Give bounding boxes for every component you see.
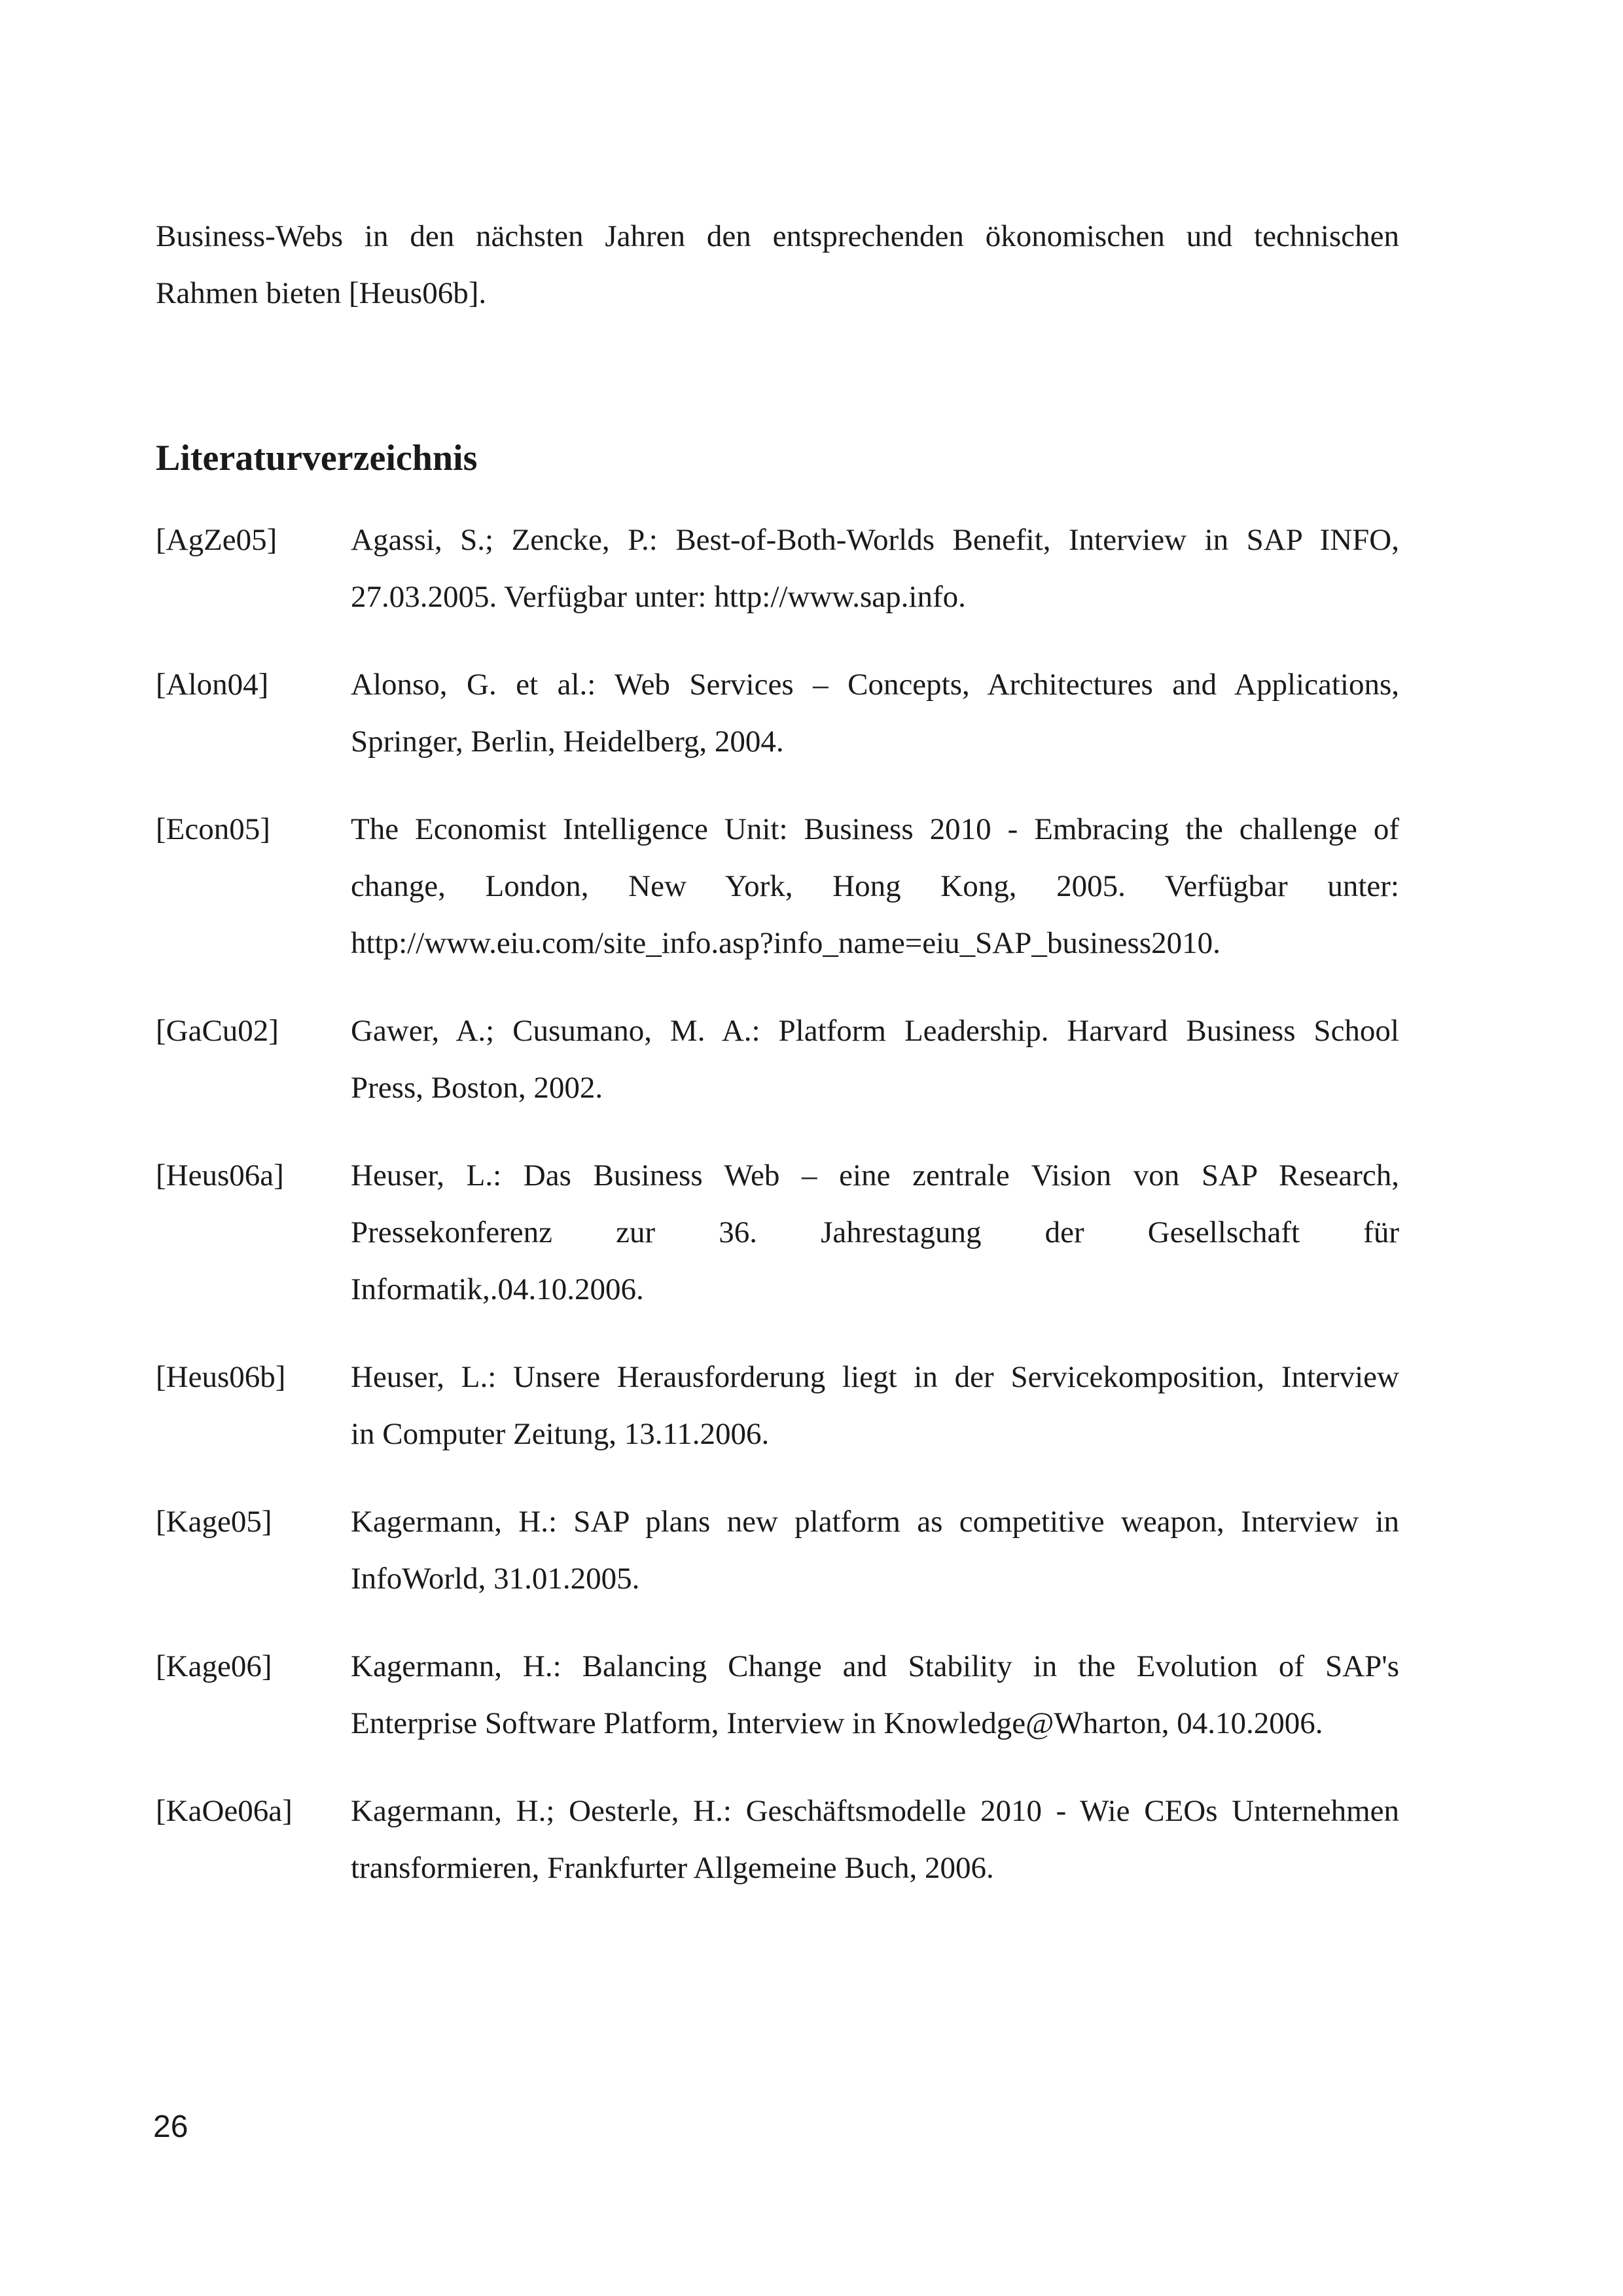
section-heading: Literaturverzeichnis [156,438,478,478]
reference-line: 27.03.2005. Verfügbar unter: http://www.sap.info. [351,580,966,614]
reference-key: [AgZe05] [156,523,277,557]
reference-text [351,656,1399,770]
reference-entry [156,1638,1399,1752]
reference-line: Heuser, L.: Unsere Herausforderung liegt in der Servicekomposition, Interview [351,1360,1399,1394]
reference-key: [Kage06] [156,1649,272,1683]
intro-line: Rahmen bieten [Heus06b]. [156,276,487,310]
reference-key: [Kage05] [156,1505,272,1539]
reference-line: in Computer Zeitung, 13.11.2006. [351,1417,770,1451]
reference-text [351,1783,1399,1897]
reference-line: Pressekonferenz zur 36. Jahrestagung der Gesellschaft für [351,1215,1399,1249]
reference-line: Enterprise Software Platform, Interview in Knowledge@Wharton, 04.10.2006. [351,1706,1323,1740]
page-number: 26 [153,2109,188,2144]
reference-entry [156,801,1399,972]
reference-text [351,1349,1399,1463]
reference-line: Kagermann, H.: SAP plans new platform as competitive weapon, Interview in [351,1505,1399,1539]
reference-line: Gawer, A.; Cusumano, M. A.: Platform Leadership. Harvard Business School [351,1014,1399,1048]
reference-line: Press, Boston, 2002. [351,1071,603,1105]
reference-key: [KaOe06a] [156,1794,293,1828]
reference-line: Informatik,.04.10.2006. [351,1272,644,1306]
reference-entry [156,1349,1399,1463]
reference-entry [156,1494,1399,1607]
reference-list [156,512,1399,1928]
reference-line: transformieren, Frankfurter Allgemeine Buch, 2006. [351,1851,994,1885]
reference-text [351,512,1399,626]
reference-line: InfoWorld, 31.01.2005. [351,1562,640,1596]
reference-key: [Heus06a] [156,1158,284,1193]
reference-line: Kagermann, H.; Oesterle, H.: Geschäftsmodelle 2010 - Wie CEOs Unternehmen [351,1794,1399,1828]
reference-text [351,1003,1399,1117]
reference-text [351,1638,1399,1752]
reference-text [351,1147,1399,1318]
reference-line: The Economist Intelligence Unit: Business 2010 - Embracing the challenge of [351,812,1399,846]
reference-entry [156,656,1399,770]
reference-entry [156,1147,1399,1318]
intro-line: Business-Webs in den nächsten Jahren den entsprechenden ökonomischen und technischen [156,219,1399,253]
reference-line: Springer, Berlin, Heidelberg, 2004. [351,725,784,759]
reference-key: [GaCu02] [156,1014,279,1048]
intro-paragraph [156,208,1399,322]
reference-line: Kagermann, H.: Balancing Change and Stability in the Evolution of SAP's [351,1649,1399,1683]
reference-key: [Econ05] [156,812,270,846]
reference-line: Agassi, S.; Zencke, P.: Best-of-Both-Worlds Benefit, Interview in SAP INFO, [351,523,1399,557]
reference-line: http://www.eiu.com/site_info.asp?info_name=eiu_SAP_business2010. [351,926,1221,960]
reference-text [351,1494,1399,1607]
reference-entry [156,512,1399,626]
reference-text [351,801,1399,972]
reference-line: Alonso, G. et al.: Web Services – Concepts, Architectures and Applications, [351,668,1399,702]
reference-line: Heuser, L.: Das Business Web – eine zentrale Vision von SAP Research, [351,1158,1399,1193]
reference-line: change, London, New York, Hong Kong, 2005. Verfügbar unter: [351,869,1399,903]
reference-key: [Heus06b] [156,1360,286,1394]
reference-key: [Alon04] [156,668,269,702]
reference-entry [156,1003,1399,1117]
reference-entry [156,1783,1399,1897]
